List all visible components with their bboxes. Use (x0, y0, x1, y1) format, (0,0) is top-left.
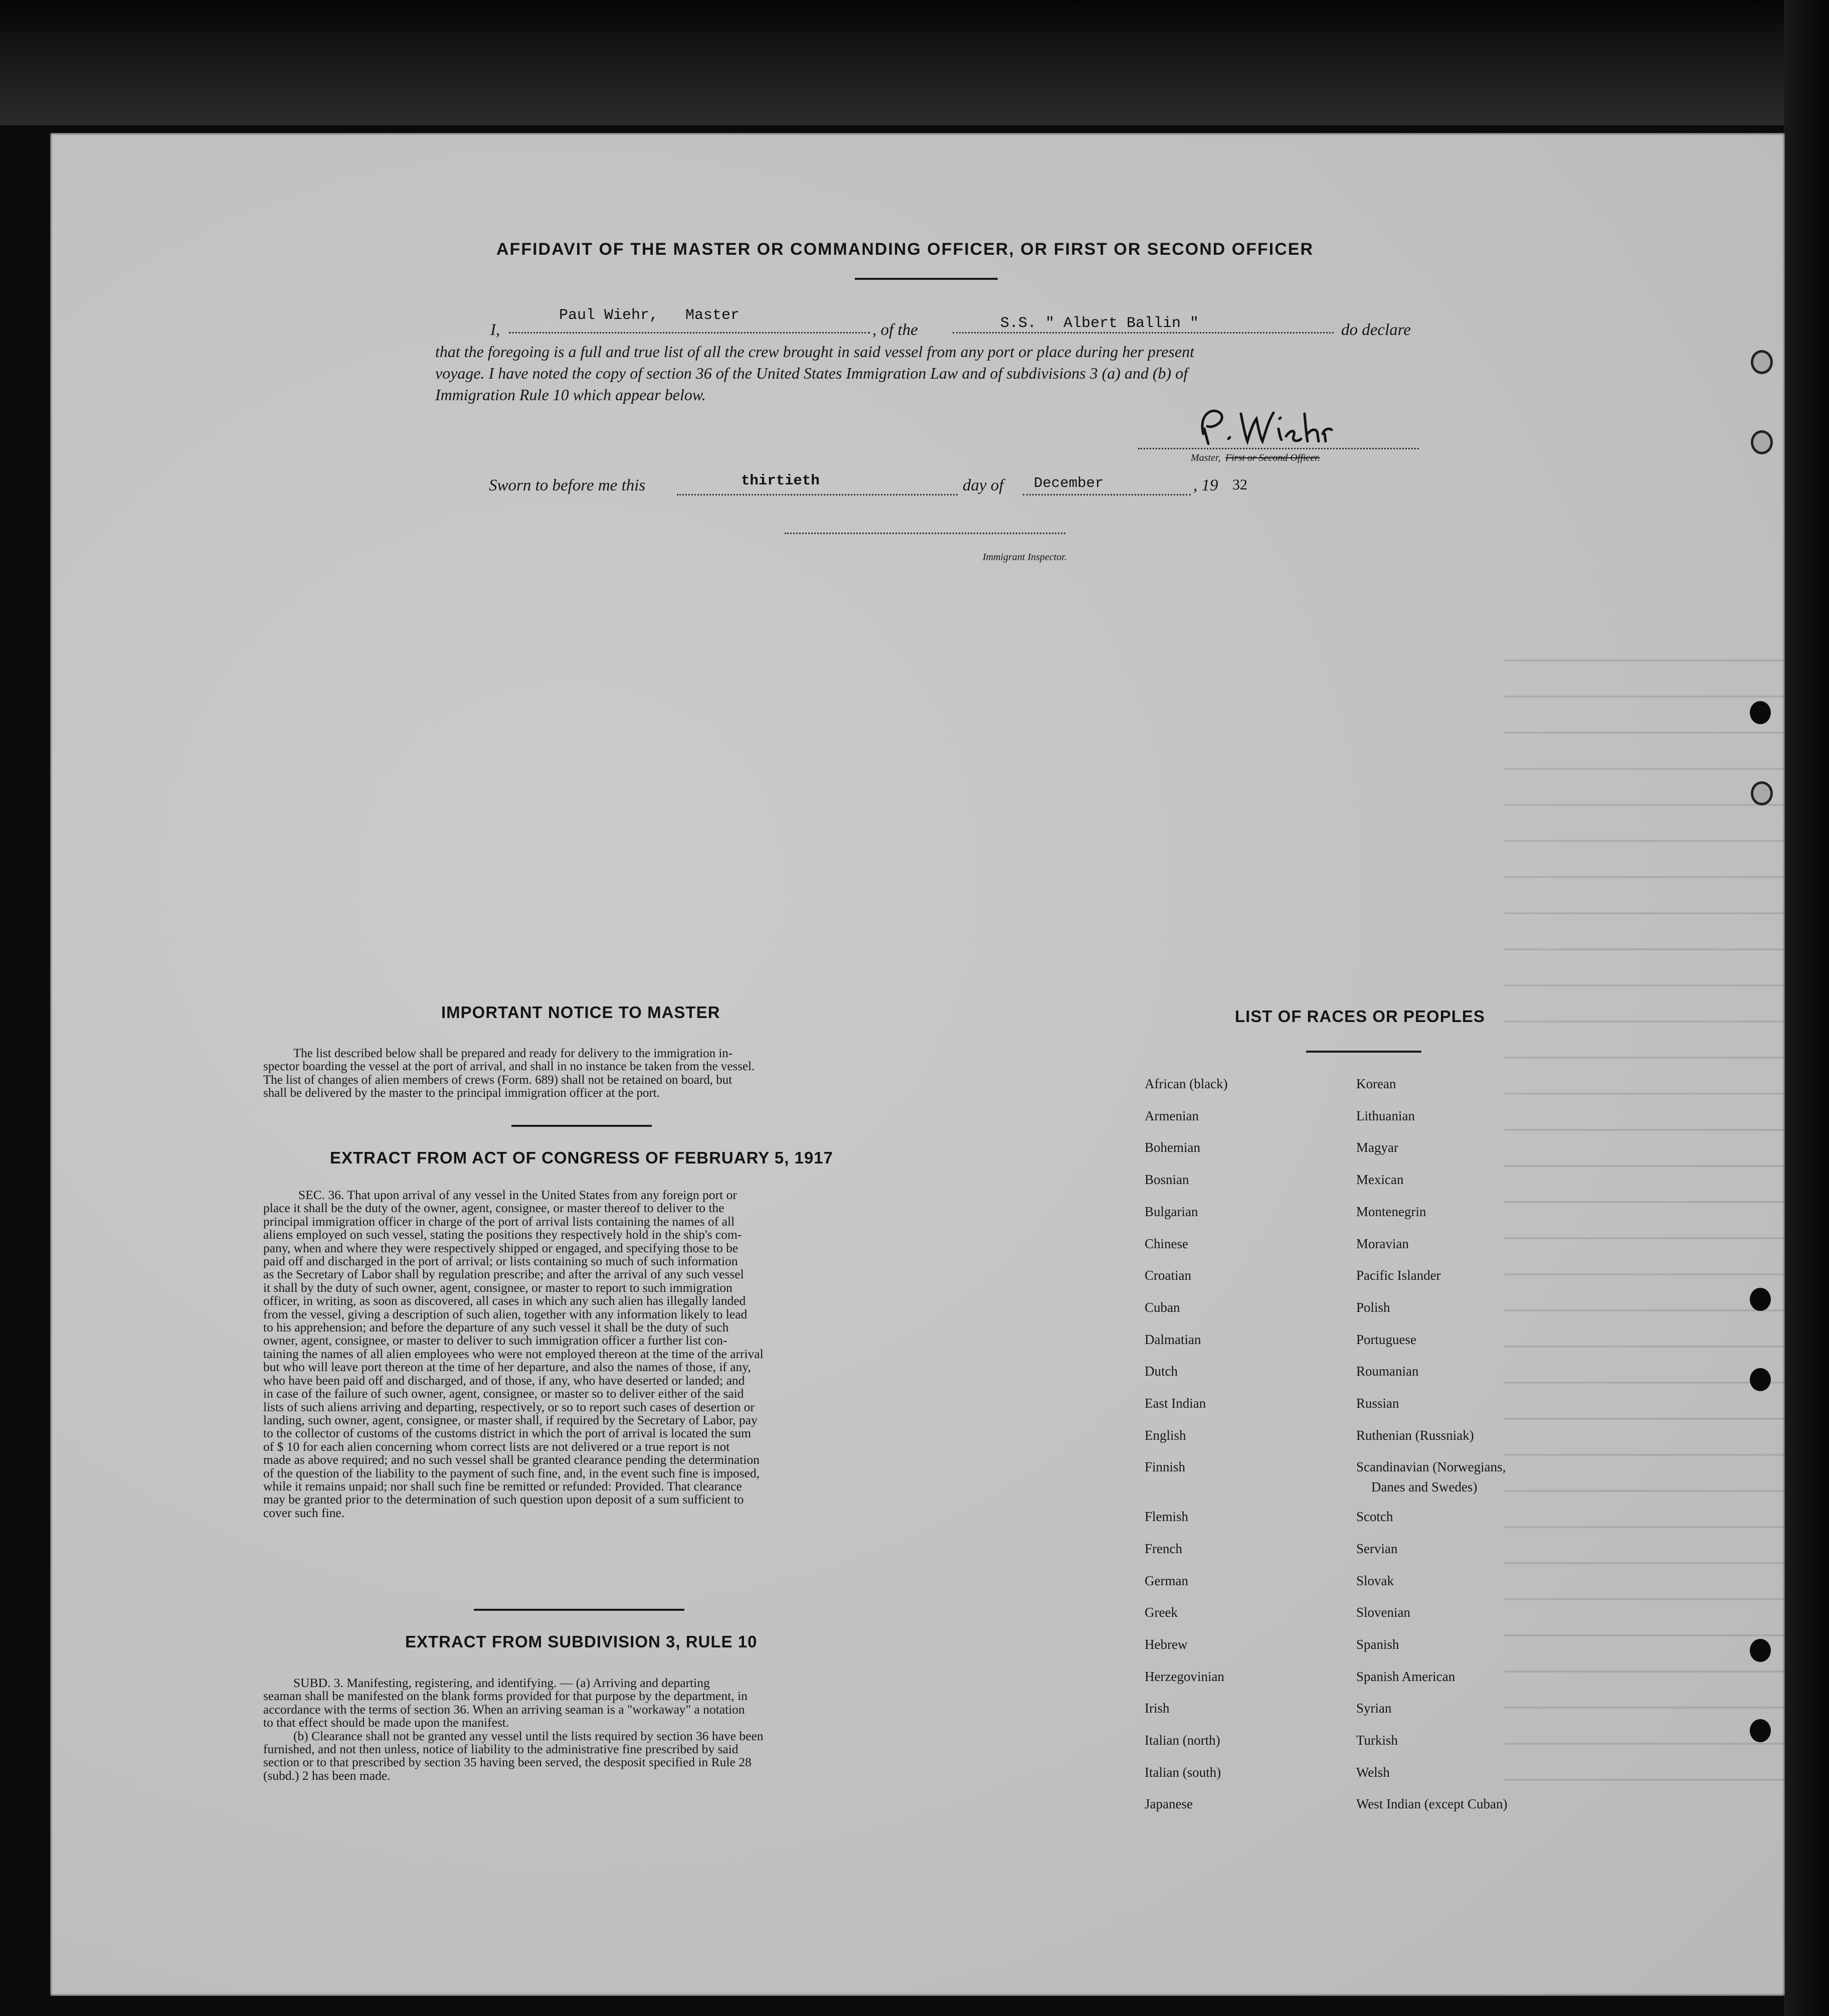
binder-hole (1750, 1288, 1771, 1311)
binder-hole (1750, 1719, 1771, 1742)
name-line (509, 332, 870, 333)
act-line: to his apprehension; and before the departure of any such vessel it shall be the duty of such (263, 1320, 729, 1335)
race-item: Slovak (1356, 1573, 1394, 1588)
race-item: Scandinavian (Norwegians, (1356, 1459, 1506, 1475)
race-item: Moravian (1356, 1236, 1409, 1251)
race-item: Korean (1356, 1076, 1396, 1091)
race-item: Bohemian (1145, 1140, 1200, 1155)
race-item: Syrian (1356, 1701, 1392, 1716)
races-title: LIST OF RACES OR PEOPLES (1235, 1007, 1485, 1026)
affidavit-line2: that the foregoing is a full and true list of all the crew brought in said vessel from any port or place during her present (435, 343, 1194, 361)
scanner-right-edge (1784, 0, 1829, 2016)
act-line: may be granted prior to the determination of such question upon deposit of a sum sufficient to (263, 1492, 744, 1507)
act-line: pany, when and where they were respectively shipped or engaged, and specifying those to be (263, 1240, 739, 1255)
race-item: Ruthenian (Russniak) (1356, 1427, 1474, 1443)
race-item: Greek (1145, 1605, 1178, 1620)
act-line: of the question of the liability to the payment of such fine, and, in the event such fine is imposed, (263, 1465, 760, 1480)
signature-line (1138, 448, 1419, 449)
race-item: Italian (south) (1145, 1764, 1221, 1780)
race-item: West Indian (except Cuban) (1356, 1796, 1508, 1812)
bleed-through (1504, 659, 1785, 1813)
race-item: Roumanian (1356, 1364, 1419, 1379)
subdivision-line: (subd.) 2 has been made. (263, 1768, 391, 1783)
race-item: Finnish (1145, 1459, 1186, 1475)
vessel-name: S.S. " Albert Ballin " (1000, 315, 1199, 332)
master-signature (1193, 399, 1344, 449)
act-line: officer, in writing, as soon as discovered, all cases in which any such alien has illegally landed (263, 1293, 746, 1308)
sworn-label: Sworn to before me this (489, 476, 646, 494)
notice-line: spector boarding the vessel at the port of arrival, and shall in no instance be taken from the vessel. (263, 1060, 755, 1074)
notice-text (263, 1047, 899, 1100)
title-rule (855, 278, 998, 280)
act-title: EXTRACT FROM ACT OF CONGRESS OF FEBRUARY 5, 1917 (330, 1148, 833, 1167)
act-line: lists of such aliens arriving and departing, respectively, or so to report such cases of desertion or (263, 1399, 755, 1414)
race-item: Russian (1356, 1396, 1399, 1411)
scanner-top-edge (0, 0, 1829, 125)
race-item: German (1145, 1573, 1188, 1588)
race-item: Dalmatian (1145, 1331, 1201, 1347)
subdivision-line: furnished, and not then unless, notice of liability to the administrative fine prescribed by said (263, 1742, 739, 1757)
race-item: Cuban (1145, 1299, 1180, 1315)
race-item: Pacific Islander (1356, 1268, 1441, 1283)
binder-hole (1751, 350, 1773, 374)
subdivision-line: to that effect should be made upon the manifest. (263, 1715, 509, 1730)
vessel-line (953, 332, 1334, 333)
races-rule (1306, 1051, 1421, 1053)
act-line: but who will leave port thereon at the time of her departure, and also the names of those, if any, (263, 1360, 751, 1375)
act-line: paid off and discharged in the port of arrival; or lists containing so much of such information (263, 1254, 738, 1269)
act-line: in case of the failure of such owner, agent, consignee, or master so to deliver either of the said (263, 1386, 744, 1401)
act-line: from the vessel, giving a description of such alien, together with any information likely to lead (263, 1306, 748, 1321)
subdivision-text (263, 1676, 899, 1782)
sworn-day-line (677, 494, 958, 495)
subdivision-line: accordance with the terms of section 36. When an arriving seaman is a "workaway" a notation (263, 1702, 745, 1717)
race-item: Slovenian (1356, 1605, 1410, 1620)
act-line: principal immigration officer in charge of the port of arrival lists containing the names of all (263, 1214, 735, 1229)
race-item: African (black) (1145, 1076, 1228, 1091)
race-item: Spanish American (1356, 1668, 1455, 1684)
act-text (263, 1189, 899, 1520)
act-rule (474, 1609, 684, 1611)
year-suffix: 32 (1232, 476, 1247, 493)
act-line: cover such fine. (263, 1505, 345, 1520)
binder-hole (1750, 1639, 1771, 1662)
act-line: landing, such owner, agent, consignee, or master shall, if required by the Secretary of Labor, pay (263, 1412, 758, 1427)
act-line: aliens employed on such vessel, stating the positions they respectively hold in the ship's com- (263, 1227, 742, 1242)
race-item: Herzegovinian (1145, 1668, 1224, 1684)
subdivision-title: EXTRACT FROM SUBDIVISION 3, RULE 10 (405, 1632, 758, 1651)
affidavit-line3: voyage. I have noted the copy of section 36 of the United States Immigration Law and of subdivisions 3 (a) and (b) of (435, 364, 1188, 382)
sworn-day: thirtieth (741, 472, 820, 489)
race-item: Servian (1356, 1541, 1398, 1556)
race-item: Chinese (1145, 1236, 1188, 1251)
race-item: Mexican (1356, 1172, 1404, 1188)
subdivision-line: seaman shall be manifested on the blank forms provided for that purpose by the department, in (263, 1689, 748, 1704)
notice-line: shall be delivered by the master to the principal immigration officer at the port. (263, 1086, 660, 1100)
act-line: of $ 10 for each alien concerning whom correct lists are not delivered or a true report is not (263, 1439, 730, 1454)
i-label: I, (490, 321, 500, 339)
affidavit-title: AFFIDAVIT OF THE MASTER OR COMMANDING OFFICER, OR FIRST OR SECOND OFFICER (496, 240, 1314, 259)
binder-hole (1751, 781, 1773, 805)
act-line: who have been paid off and discharged, and of those, if any, who have deserted or landed; and (263, 1373, 745, 1388)
act-line: taining the names of all alien employees who were not employed thereon at the time of the arrival (263, 1346, 764, 1361)
day-of-label: day of (963, 476, 1004, 494)
race-item: English (1145, 1427, 1186, 1443)
notice-title: IMPORTANT NOTICE TO MASTER (441, 1003, 720, 1022)
race-item: Bosnian (1145, 1172, 1189, 1188)
inspector-label: Immigrant Inspector. (983, 552, 1067, 563)
subdivision-line: section or to that prescribed by section 35 having been served, the desposit specified in Rule 28 (263, 1755, 752, 1770)
inspector-line (785, 533, 1065, 534)
race-item: East Indian (1145, 1396, 1206, 1411)
race-item: Scotch (1356, 1509, 1393, 1525)
affidavit-line4: Immigration Rule 10 which appear below. (435, 386, 706, 404)
sworn-month-line (1023, 494, 1191, 495)
subdivision-line: (b) Clearance shall not be granted any vessel until the lists required by section 36 have been (293, 1728, 764, 1743)
notice-rule (511, 1125, 652, 1127)
notice-line: The list of changes of alien members of crews (Form. 689) shall not be retained on board, but (263, 1073, 733, 1087)
signature-caption-master: Master, (1191, 452, 1221, 463)
act-line: place it shall be the duty of the owner, agent, consignee, or master thereof to deliver to the (263, 1201, 724, 1216)
act-line: it shall by the duty of such owner, agent, consignee, or master to report to such immigration (263, 1280, 733, 1295)
master-name: Paul Wiehr, Master (559, 307, 740, 324)
race-item: Armenian (1145, 1108, 1199, 1123)
notice-line: The list described below shall be prepared and ready for delivery to the immigration in- (293, 1047, 733, 1060)
signature-caption-struck: First or Second Officer. (1225, 452, 1320, 463)
race-item: Spanish (1356, 1636, 1399, 1652)
binder-hole (1750, 701, 1771, 724)
race-item: Turkish (1356, 1733, 1398, 1748)
race-item: Lithuanian (1356, 1108, 1415, 1123)
race-item: Japanese (1145, 1796, 1193, 1812)
race-item: Polish (1356, 1299, 1390, 1315)
race-item: French (1145, 1541, 1182, 1556)
race-item: Montenegrin (1356, 1204, 1426, 1219)
of-the-label: , of the (872, 321, 918, 339)
do-declare-label: do declare (1341, 321, 1411, 339)
act-line: made as above required; and no such vessel shall be granted clearance pending the determination (263, 1452, 760, 1467)
act-line: SEC. 36. That upon arrival of any vessel in the United States from any foreign port or (298, 1188, 737, 1202)
binder-hole (1751, 430, 1773, 454)
race-item: Magyar (1356, 1140, 1398, 1155)
act-line: owner, agent, consignee, or master to deliver to such immigration officer a further list con- (263, 1333, 727, 1348)
race-item: Dutch (1145, 1364, 1178, 1379)
act-line: to the collector of customs of the customs district in which the port of arrival is located the sum (263, 1426, 752, 1441)
subdivision-line: SUBD. 3. Manifesting, registering, and identifying. — (a) Arriving and departing (293, 1675, 710, 1690)
year-prefix: , 19 (1193, 476, 1218, 494)
race-item: Danes and Swedes) (1371, 1479, 1478, 1495)
race-item: Welsh (1356, 1764, 1390, 1780)
race-item: Croatian (1145, 1268, 1191, 1283)
race-item: Hebrew (1145, 1636, 1188, 1652)
binder-hole (1750, 1368, 1771, 1391)
race-item: Flemish (1145, 1509, 1189, 1525)
race-item: Portuguese (1356, 1331, 1416, 1347)
act-line: as the Secretary of Labor shall by regulation prescribe; and after the arrival of any such vessel (263, 1267, 744, 1282)
race-item: Bulgarian (1145, 1204, 1198, 1219)
race-item: Irish (1145, 1701, 1170, 1716)
sworn-month: December (1034, 475, 1104, 491)
race-item: Italian (north) (1145, 1733, 1220, 1748)
act-line: while it remains unpaid; nor shall such fine be remitted or refunded: Provided. That clearance (263, 1478, 742, 1493)
